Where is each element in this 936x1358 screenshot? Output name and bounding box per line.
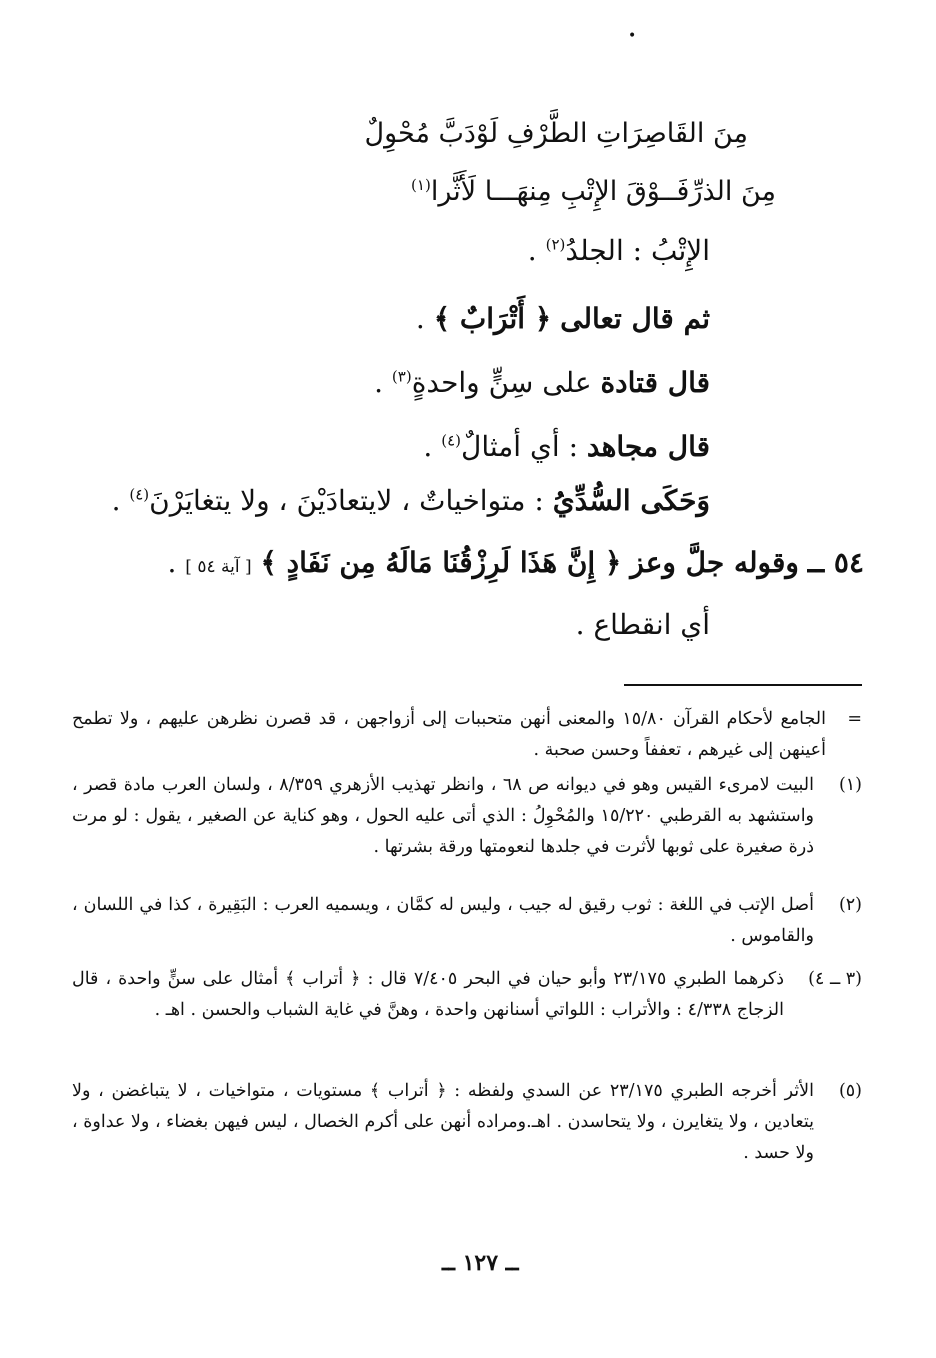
continuation-marker: =: [847, 709, 862, 729]
footnote-2-number: (٢): [838, 895, 862, 915]
qala-taala-line: ثم قال تعالى ﴿ أَتْرَابٌ ﴾ .: [415, 302, 710, 335]
footnote-ref-5: (٤): [129, 485, 150, 504]
inqitaa-line: أي انقطاع .: [575, 608, 710, 641]
footnote-3-4: (٣ ــ ٤) ذكرهما الطبري ٢٣/١٧٥ وأبو حيان في البحر ٧/٤٠٥ قال : ﴿ أتراب ﴾ أمثال على سنٍّ واحدة ، قال الزجاج ٤/٣٣٨ : والأتراب : اللواتي أسنانهن واحدة ، وهنَّ في غاية الشباب والحسن . اهـ .: [72, 964, 862, 1026]
quran-atrab: ﴿ أَتْرَابٌ ﴾: [433, 302, 552, 335]
footnote-3-4-number: (٣ ــ ٤): [808, 969, 862, 989]
verse-54-line: ٥٤ ــ وقوله جلَّ وعز ﴿ إِنَّ هَذَا لَرِزْقُنَا مَالَهُ مِن نَفَادٍ ﴾ [ آية ٥٤ ] .: [167, 546, 864, 579]
verse-line-1: مِنَ القَاصِرَاتِ الطَّرْفِ لَوْدَبَّ مُحْوِلٌ: [364, 118, 748, 149]
verse-number: ٥٤ ــ: [807, 546, 864, 579]
footnote-5: (٥) الأثر أخرجه الطبري ٢٣/١٧٥ عن السدي ولفظه : ﴿ أتراب ﴾ مستويات ، متواخيات ، لا يتباغضن ، ولا يتعادين ، ولا يتغايرن ، ولا يتحاسدن . اهـ.ومراده أنهن على أكرم الخصال ، ليس فيهن بغضاء ، ولا عداوة ، ولا حسد .: [72, 1076, 862, 1169]
footnote-ref-2: (٢): [545, 235, 566, 254]
aya-reference: [ آية ٥٤ ]: [185, 557, 252, 577]
verse-intro: وقوله جلَّ وعز: [630, 546, 799, 579]
ithb-definition: الإِتْبُ : الجلدُ$^{(٢)}$ .: [527, 234, 710, 267]
quran-verse-54: ﴿ إِنَّ هَذَا لَرِزْقُنَا مَالَهُ مِن نَفَادٍ ﴾: [260, 546, 622, 579]
footnote-2: (٢) أصل الإتب في اللغة : ثوب رقيق له جيب ، وليس له كمَّان ، ويسميه العرب : البَقِيرة ، كذا في اللسان ، والقاموس .: [72, 890, 862, 952]
footnote-1-number: (١): [838, 775, 862, 795]
footnote-continuation: = الجامع لأحكام القرآن ١٥/٨٠ والمعنى أنهن متحببات إلى أزواجهن ، قد قصرن نظرهن عليهم ، ولا تطمح أعينهن إلى غيرهم ، تعففاً وحسن صحبة .: [72, 704, 862, 766]
footnote-1: (١) البيت لامرىء القيس وهو في ديوانه ص ٦٨ ، وانظر تهذيب الأزهري ٨/٣٥٩ ، ولسان العرب مادة قصر ، واستشهد به القرطبي ١٥/٢٢٠ والمُحْوِلُ : الذي أتى عليه الحول ، وهو كناية عن الصغير ، يقول : لو مرت ذرة صغيرة على ثوبها لأثرت في جلدها لنعومتها ورقة بشرتها .: [72, 770, 862, 863]
verse-line-2: مِنَ الذرِّفَــوْقَ الإِتْبِ مِنهَـــا لَأَثَّرا$^{(١)}$: [411, 176, 776, 207]
mujahid-name: قال مجاهد: [586, 430, 710, 463]
footnote-ref-4: (٤): [441, 431, 461, 450]
footnote-divider: [624, 684, 862, 686]
suddi-name: وَحَكَى السُّدِّيُ: [552, 484, 710, 517]
mujahid-line: قال مجاهد : أي أمثالٌ$^{(٤)}$ .: [423, 430, 710, 463]
top-dot: •: [628, 28, 637, 44]
page-number: ــ ١٢٧ ــ: [442, 1250, 519, 1276]
suddi-line: وَحَكَى السُّدِّيُ : متواخياتٌ ، لايتعادَيْنَ ، ولا يتغايَرْنَ$^{(٤)}$ .: [111, 484, 710, 517]
footnote-ref-3: (٣): [391, 367, 412, 386]
footnote-ref-1: (١): [411, 176, 431, 194]
qala-taala: ثم قال تعالى: [560, 302, 710, 335]
qatada-name: قال قتادة: [600, 366, 710, 399]
qatada-line: قال قتادة على سِنٍّ واحدةٍ$^{(٣)}$ .: [374, 366, 710, 399]
footnote-5-number: (٥): [838, 1081, 862, 1101]
